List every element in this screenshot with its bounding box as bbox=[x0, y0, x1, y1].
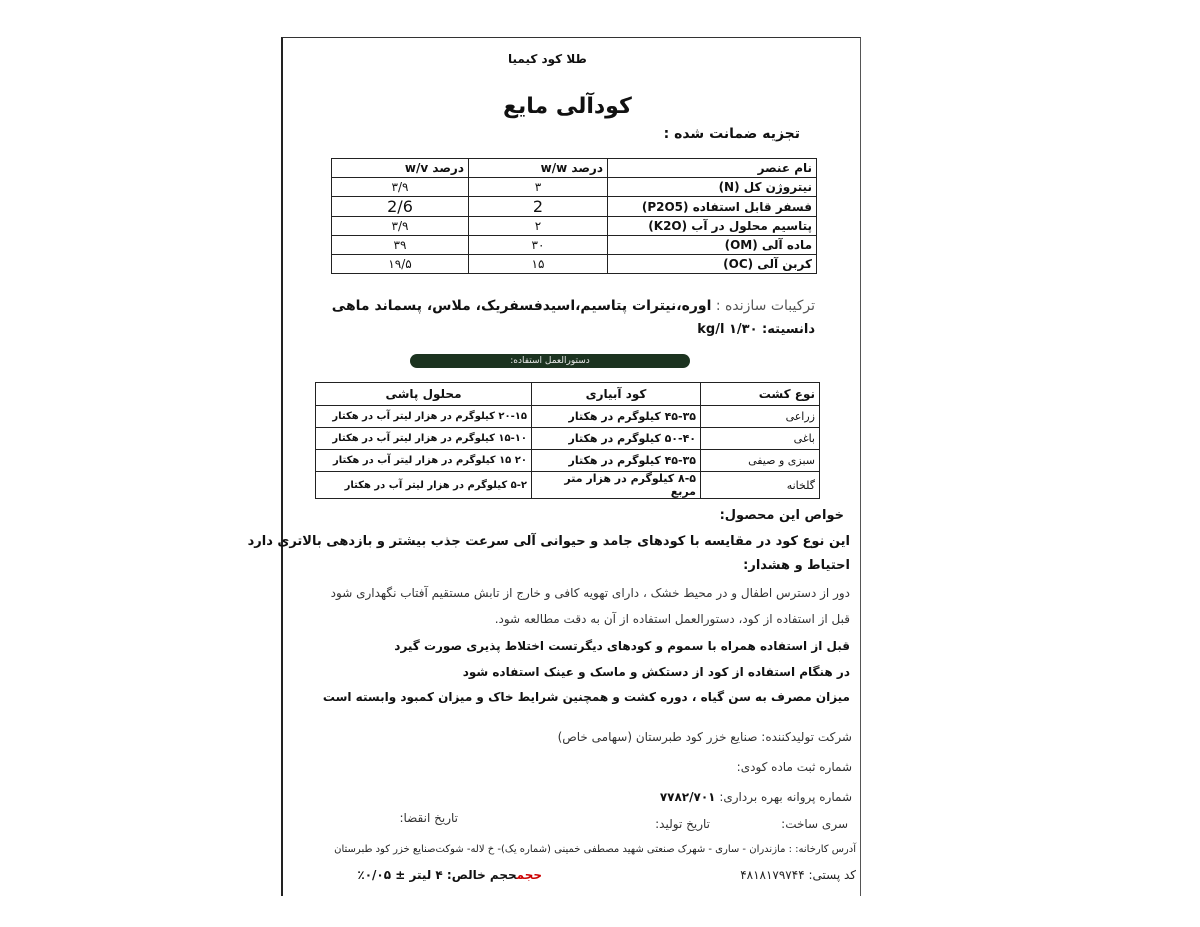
element-name: ماده آلی (OM) bbox=[608, 236, 817, 255]
irrigation-dose: ۵۰-۴۰ کیلوگرم در هکتار bbox=[532, 428, 701, 450]
element-name: پتاسیم محلول در آب (K2O) bbox=[608, 217, 817, 236]
factory-address: آدرس کارخانه: : مازندران - ساری - شهرک صنعتی شهید مصطفی خمینی (شماره یک)- خ لاله- شوکت‌صنایع خزر کود طبرستان bbox=[334, 844, 856, 855]
usage-table bbox=[315, 382, 820, 499]
irrigation-dose: ۸-۵ کیلوگرم در هزار متر مربع bbox=[532, 472, 701, 499]
table-row bbox=[332, 255, 817, 274]
ww-percent: ۱۵ bbox=[469, 255, 608, 274]
wv-percent: ۳/۹ bbox=[332, 178, 469, 197]
postal-code: کد پستی: ۴۸۱۸۱۷۹۷۴۴ bbox=[740, 868, 856, 882]
properties-heading: خواص این محصول: bbox=[719, 508, 844, 523]
ww-percent: 2 bbox=[469, 197, 608, 217]
guaranteed-analysis-heading: تجزیه ضمانت شده : bbox=[663, 126, 800, 142]
label-document bbox=[247, 37, 861, 896]
net-volume-prefix: حجم bbox=[516, 868, 542, 882]
warning-item: دور از دسترس اطفال و در محیط خشک ، دارای تهویه کافی و خارج از تابش مستقیم آفتاب نگهداری شود bbox=[330, 586, 850, 600]
license-number: ۷۷۸۲/۷۰۱ bbox=[659, 790, 716, 804]
table-row bbox=[316, 472, 820, 499]
crop-type: سبزی و صیفی bbox=[701, 450, 820, 472]
element-name: فسفر قابل استفاده (P2O5) bbox=[608, 197, 817, 217]
crop-type: باغی bbox=[701, 428, 820, 450]
composition-value: اوره،نیترات پتاسیم،اسیدفسفریک، ملاس، پسماند ماهی bbox=[331, 298, 712, 314]
table-row bbox=[316, 450, 820, 472]
expiry-date-label: تاریخ انقضا: bbox=[399, 811, 458, 825]
registration-label: شماره ثبت ماده کودی: bbox=[736, 760, 852, 774]
license-line bbox=[660, 790, 852, 804]
spray-dose: ۲۰ ۱۵ کیلوگرم در هزار لیتر آب در هکتار bbox=[316, 450, 532, 472]
analysis-header-row bbox=[332, 159, 817, 178]
column-header: نوع کشت bbox=[701, 383, 820, 406]
crop-type: گلخانه bbox=[701, 472, 820, 499]
analysis-table bbox=[331, 158, 817, 274]
warning-item: میزان مصرف به سن گیاه ، دوره کشت و همچنین شرایط خاک و میزان کمبود وابسته است bbox=[322, 690, 850, 704]
warning-heading: احتیاط و هشدار: bbox=[743, 558, 850, 573]
brand-name: طلا کود کیمیا bbox=[508, 52, 587, 66]
instructions-banner: دستورالعمل استفاده: bbox=[410, 354, 690, 368]
production-date-label: تاریخ تولید: bbox=[655, 817, 710, 831]
properties-text: این نوع کود در مقایسه با کودهای جامد و حیوانی آلی سرعت جذب بیشتر و بازدهی بالاتری دارد bbox=[247, 534, 850, 549]
column-header: محلول پاشی bbox=[316, 383, 532, 406]
wv-percent: ۳۹ bbox=[332, 236, 469, 255]
table-row bbox=[332, 178, 817, 197]
column-header: درصد w/v bbox=[332, 159, 469, 178]
series-label: سری ساخت: bbox=[781, 817, 848, 831]
table-row bbox=[316, 428, 820, 450]
composition-line bbox=[332, 298, 815, 314]
license-label: شماره پروانه بهره برداری: bbox=[719, 790, 852, 804]
wv-percent: ۱۹/۵ bbox=[332, 255, 469, 274]
composition-label: ترکیبات سازنده : bbox=[715, 298, 815, 314]
spray-dose: ۱۵-۱۰ کیلوگرم در هزار لیتر آب در هکتار bbox=[316, 428, 532, 450]
column-header: درصد w/w bbox=[469, 159, 608, 178]
ww-percent: ۲ bbox=[469, 217, 608, 236]
warning-item: در هنگام استفاده از کود از دستکش و ماسک و عینک استفاده شود bbox=[462, 665, 850, 679]
crop-type: زراعی bbox=[701, 406, 820, 428]
spray-dose: ۵-۲ کیلوگرم در هزار لیتر آب در هکتار bbox=[316, 472, 532, 499]
product-title: کودآلی مایع bbox=[503, 94, 632, 119]
element-name: کربن آلی (OC) bbox=[608, 255, 817, 274]
net-volume bbox=[357, 868, 542, 882]
irrigation-dose: ۴۵-۳۵ کیلوگرم در هکتار bbox=[532, 450, 701, 472]
column-header: نام عنصر bbox=[608, 159, 817, 178]
wv-percent: ۳/۹ bbox=[332, 217, 469, 236]
usage-header-row bbox=[316, 383, 820, 406]
warning-item: قبل از استفاده از کود، دستورالعمل استفاده از آن به دقت مطالعه شود. bbox=[494, 612, 850, 626]
ww-percent: ۳۰ bbox=[469, 236, 608, 255]
producer-line: شرکت تولیدکننده: صنایع خزر کود طبرستان (سهامی خاص) bbox=[557, 730, 852, 744]
table-row bbox=[332, 217, 817, 236]
column-header: کود آبیاری bbox=[532, 383, 701, 406]
table-row bbox=[332, 236, 817, 255]
density-line: دانسیته: ۱/۳۰ kg/l bbox=[697, 322, 815, 337]
warning-item: قبل از استفاده همراه با سموم و کودهای دیگرتست اختلاط پذیری صورت گیرد bbox=[394, 639, 850, 653]
table-row bbox=[332, 197, 817, 217]
table-row bbox=[316, 406, 820, 428]
element-name: نیتروژن کل (N) bbox=[608, 178, 817, 197]
ww-percent: ۳ bbox=[469, 178, 608, 197]
wv-percent: 2/6 bbox=[332, 197, 469, 217]
net-volume-text: حجم خالص: ۴ لیتر ± ۰/۰۵٪ bbox=[357, 868, 517, 882]
spray-dose: ۲۰-۱۵ کیلوگرم در هزار لیتر آب در هکتار bbox=[316, 406, 532, 428]
irrigation-dose: ۴۵-۳۵ کیلوگرم در هکتار bbox=[532, 406, 701, 428]
